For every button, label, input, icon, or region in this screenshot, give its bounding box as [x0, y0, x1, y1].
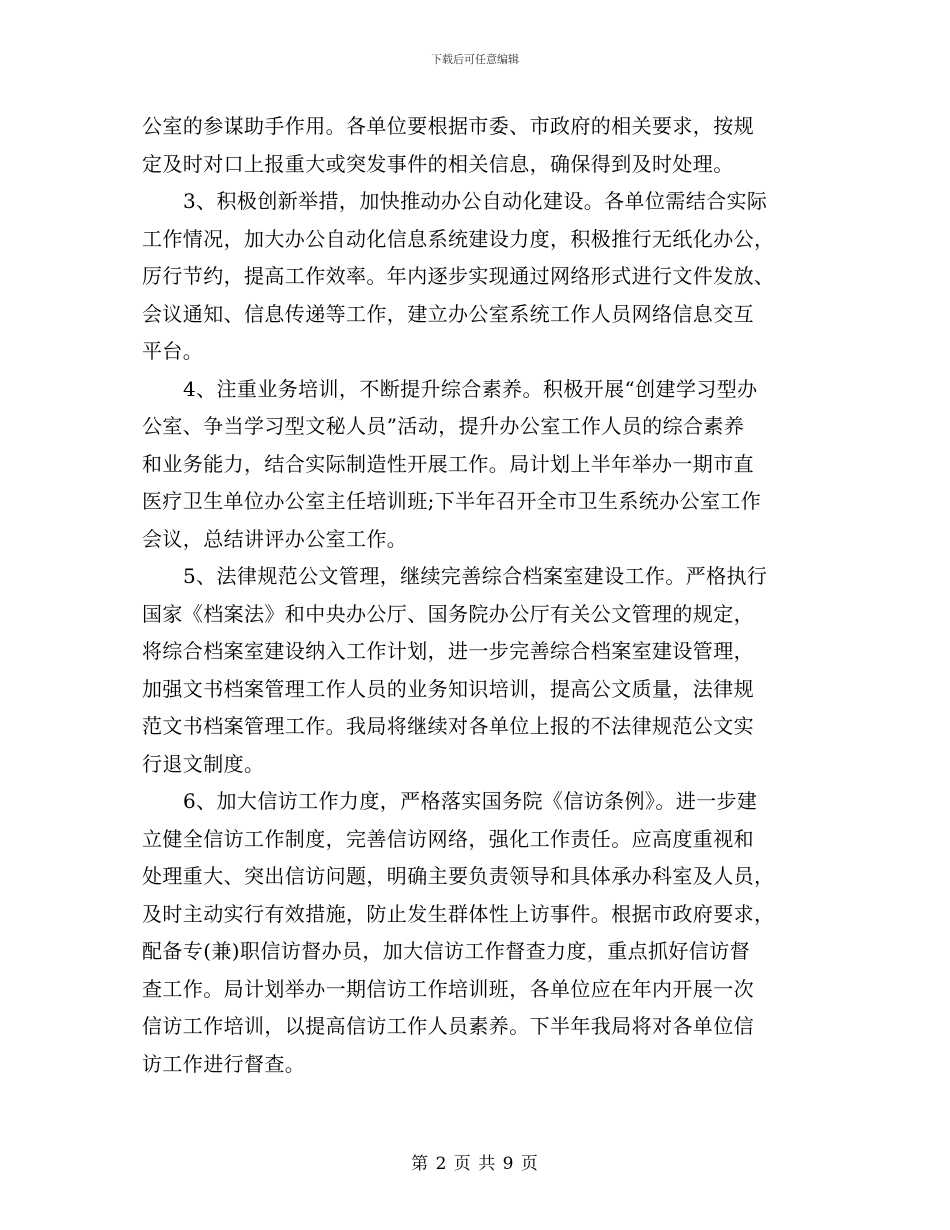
text-line: 访工作进行督查。 — [142, 1051, 306, 1076]
text-line: 工作情况，加大办公自动化信息系统建设力度，积极推行无纸化办公， — [142, 226, 775, 251]
text-line: 4、注重业务培训，不断提升综合素养。积极开展“创建学习型办 — [183, 376, 758, 401]
text-line: 国家《档案法》和中央办公厅、国务院办公厅有关公文管理的规定， — [142, 601, 754, 626]
text-line: 平台。 — [142, 339, 204, 363]
text-line: 公室、争当学习型文秘人员”活动，提升办公室工作人员的综合素养 — [142, 414, 745, 438]
text-line: 处理重大、突出信访问题，明确主要负责领导和具体承办科室及人员， — [142, 864, 775, 888]
page-header-note: 下载后可任意编辑 — [431, 53, 519, 66]
text-line: 6、加大信访工作力度，严格落实国务院《信访条例》。进一步建 — [183, 789, 758, 813]
paragraph-5 — [142, 783, 812, 1083]
text-line: 会议，总结讲评办公室工作。 — [142, 526, 408, 551]
text-line: 会议通知、信息传递等工作，建立办公室系统工作人员网络信息交互 — [142, 301, 754, 326]
paragraph-2 — [142, 183, 812, 371]
text-line: 公室的参谋助手作用。各单位要根据市委、市政府的相关要求，按规 — [142, 114, 754, 138]
text-line: 和业务能力，结合实际制造性开展工作。局计划上半年举办一期市直 — [142, 451, 754, 476]
text-line: 厉行节约，提高工作效率。年内逐步实现通过网络形式进行文件发放、 — [142, 264, 775, 288]
paragraph-1 — [142, 108, 812, 183]
text-line: 将综合档案室建设纳入工作计划，进一步完善综合档案室建设管理， — [142, 639, 754, 663]
paragraph-4 — [142, 558, 812, 783]
text-line: 加强文书档案管理工作人员的业务知识培训，提高公文质量，法律规 — [142, 676, 754, 701]
text-line: 定及时对口上报重大或突发事件的相关信息，确保得到及时处理。 — [142, 151, 734, 176]
page-number: 第 2 页 共 9 页 — [411, 1154, 539, 1174]
text-line: 配备专(兼)职信访督办员，加大信访工作督查力度，重点抓好信访督 — [142, 939, 751, 963]
text-line: 信访工作培训，以提高信访工作人员素养。下半年我局将对各单位信 — [142, 1014, 754, 1038]
text-line: 及时主动实行有效措施，防止发生群体性上访事件。根据市政府要求， — [142, 901, 775, 926]
text-line: 立健全信访工作制度，完善信访网络，强化工作责任。应高度重视和 — [142, 826, 754, 851]
text-line: 3、积极创新举措，加快推动办公自动化建设。各单位需结合实际 — [183, 189, 768, 213]
text-line: 查工作。局计划举办一期信访工作培训班，各单位应在年内开展一次 — [142, 976, 754, 1001]
text-line: 范文书档案管理工作。我局将继续对各单位上报的不法律规范公文实 — [142, 714, 754, 738]
text-line: 行退文制度。 — [142, 751, 265, 776]
text-line: 医疗卫生单位办公室主任培训班;下半年召开全市卫生系统办公室工作 — [142, 489, 762, 513]
text-line: 5、法律规范公文管理，继续完善综合档案室建设工作。严格执行 — [183, 564, 768, 588]
paragraph-3 — [142, 371, 812, 559]
document-body — [142, 108, 812, 1083]
